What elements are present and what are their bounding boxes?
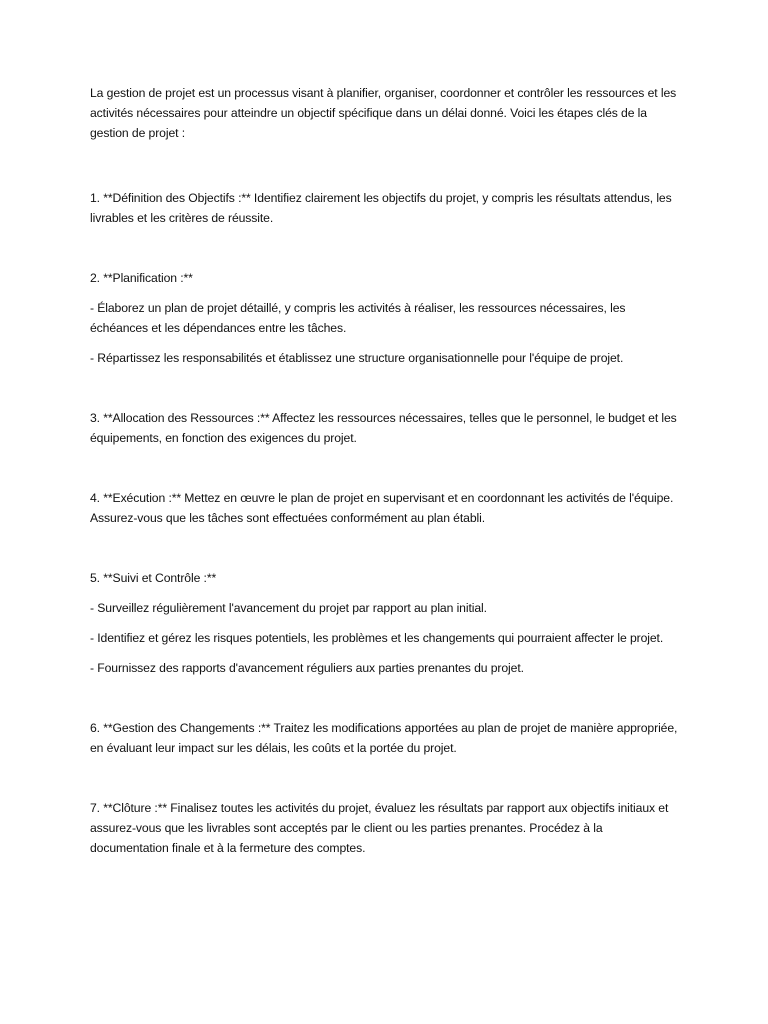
step-7 [90, 798, 680, 858]
step-5-sub-1: - Surveillez régulièrement l'avancement du projet par rapport au plan initial. [90, 601, 487, 615]
step-4-text: 4. **Exécution :** Mettez en œuvre le plan de projet en supervisant et en coordonnant les activités de l'équipe. Assurez-vous que les tâches sont effectuées conformément au plan établi. [90, 491, 674, 525]
step-4 [90, 488, 680, 528]
step-2 [90, 268, 680, 368]
step-6-text: 6. **Gestion des Changements :** Traitez les modifications apportées au plan de projet de manière appropriée, en évaluant leur impact sur les délais, les coûts et la portée du projet. [90, 721, 678, 755]
step-5 [90, 568, 680, 678]
step-7-text: 7. **Clôture :** Finalisez toutes les activités du projet, évaluez les résultats par rapport aux objectifs initiaux et assurez-vous que les livrables sont acceptés par le client ou les parties prenantes. Procédez à la documentation finale et à la fermeture des comptes. [90, 801, 669, 855]
step-5-sub-3: - Fournissez des rapports d'avancement réguliers aux parties prenantes du projet. [90, 661, 524, 675]
step-1 [90, 188, 680, 228]
step-3 [90, 408, 680, 448]
step-2-sub-2: - Répartissez les responsabilités et établissez une structure organisationnelle pour l'équipe de projet. [90, 351, 624, 365]
step-5-sub-2: - Identifiez et gérez les risques potentiels, les problèmes et les changements qui pourraient affecter le projet. [90, 631, 664, 645]
step-5-heading: 5. **Suivi et Contrôle :** [90, 571, 217, 585]
step-6 [90, 718, 680, 758]
step-2-sub-1: - Élaborez un plan de projet détaillé, y compris les activités à réaliser, les ressources nécessaires, les échéances et les dépendances entre les tâches. [90, 301, 626, 335]
document-page [90, 83, 680, 898]
step-2-heading: 2. **Planification :** [90, 271, 193, 285]
step-1-text: 1. **Définition des Objectifs :** Identifiez clairement les objectifs du projet, y compris les résultats attendus, les livrables et les critères de réussite. [90, 191, 672, 225]
step-3-text: 3. **Allocation des Ressources :** Affectez les ressources nécessaires, telles que le personnel, le budget et les équipements, en fonction des exigences du projet. [90, 411, 677, 445]
intro-paragraph: La gestion de projet est un processus visant à planifier, organiser, coordonner et contrôler les ressources et les activités nécessaires pour atteindre un objectif spécifique dans un délai donné. Voici les étapes clés de la gestion de projet : [90, 86, 677, 140]
